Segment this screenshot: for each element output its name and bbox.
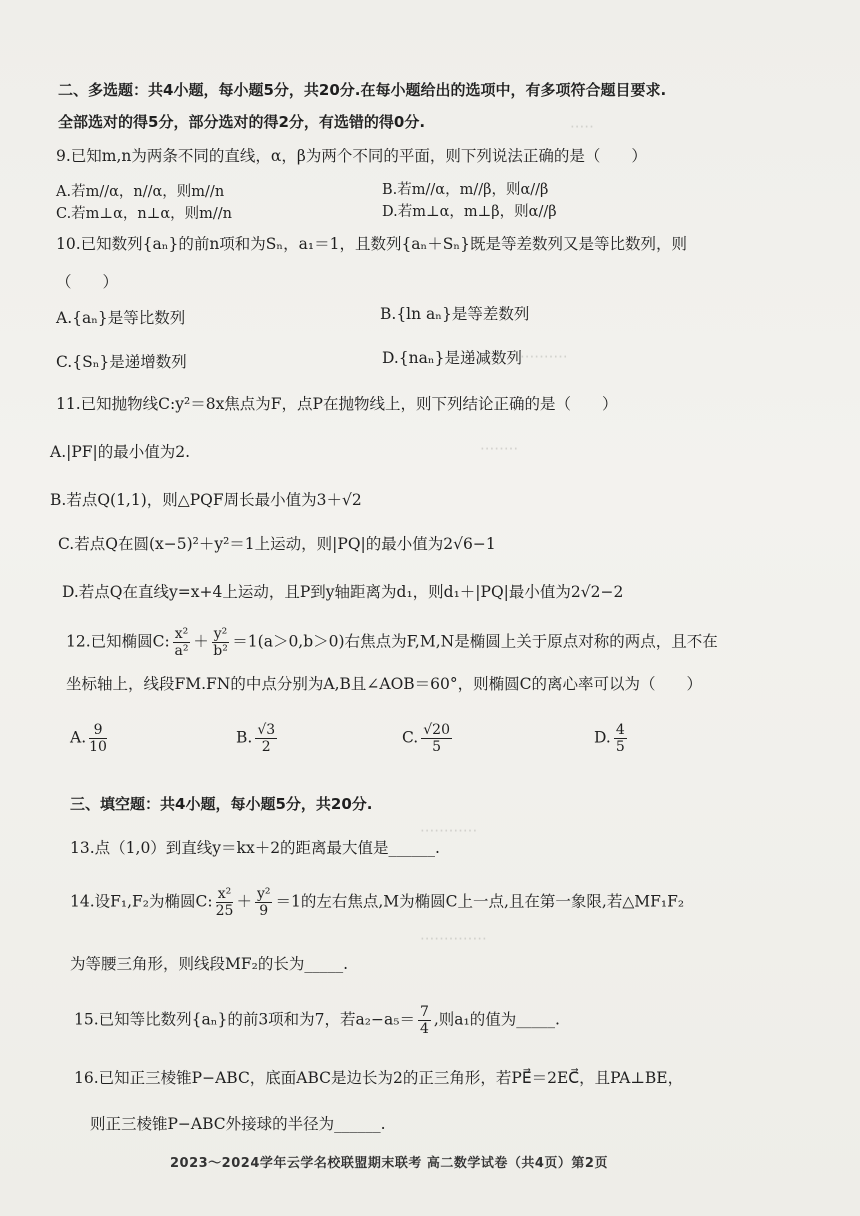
q12-option-c-num: √20 [423, 722, 450, 738]
page-footer: 2023～2024学年云学名校联盟期末联考 高二数学试卷（共4页）第2页 [170, 1156, 608, 1171]
q12-option-b-den: 2 [261, 739, 271, 755]
bleed-through-text: ············ [420, 822, 478, 840]
q12-fraction-y-den: b² [213, 643, 228, 659]
q14-stem: 14.设F₁,F₂为椭圆C: $\frac{\text{x²}}{25}$ ＋ $\frac{\text{y²}}{9}$ ＝1的左右焦点,M为椭圆C上一点,且在第一象限,若△MF₁F₂ [70, 886, 685, 919]
q12-option-b-label: B. [236, 728, 253, 747]
q12-fraction-x [173, 626, 191, 659]
q10-option-c: C.{Sₙ}是递增数列 [56, 353, 187, 371]
q12-option-b [236, 722, 280, 755]
bleed-through-text: ····· [570, 118, 594, 136]
q14-stem-post: ＝1的左右焦点,M为椭圆C上一点,且在第一象限,若△MF₁F₂ [275, 892, 685, 911]
q16-stem-line2: 则正三棱锥P−ABC外接球的半径为______. [90, 1115, 386, 1133]
q14-fraction-x-den: 25 [215, 903, 234, 919]
q11-option-a: A.|PF|的最小值为2. [50, 443, 191, 461]
q12-option-c [402, 722, 455, 755]
q13-stem: 13.点（1,0）到直线y＝kx＋2的距离最大值是______. [70, 839, 440, 857]
q12-fraction-y-num: y² [213, 626, 228, 642]
q12-stem: 12.已知椭圆C: $\frac{\text{x²}}{\text{a²}}$ ＋ $\frac{\text{y²}}{\text{b²}}$ ＝1(a＞0,b＞0)右焦点为F,M,N是椭圆上关于原点对称的两点，且不在 [66, 626, 718, 659]
q10-option-b: B.{ln aₙ}是等差数列 [380, 305, 530, 323]
q12-option-d-label: D. [594, 728, 611, 747]
section-2-heading: 二、多选题：共4小题，每小题5分，共20分.在每小题给出的选项中，有多项符合题目要求. [58, 81, 667, 99]
q12-stem-post: ＝1(a＞0,b＞0)右焦点为F,M,N是椭圆上关于原点对称的两点，且不在 [232, 632, 718, 651]
q12-fraction-y [212, 626, 230, 659]
q14-fraction-x [216, 886, 234, 919]
section-2-note: 全部选对的得5分，部分选对的得2分，有选错的得0分. [58, 113, 426, 131]
q15-stem-pre: 15.已知等比数列{aₙ}的前3项和为7，若a₂−a₅＝ [74, 1010, 415, 1029]
bleed-through-text: ·········· [520, 348, 568, 366]
bleed-through-text: ········ [480, 440, 519, 458]
q12-option-d-num: 4 [615, 722, 625, 738]
q15-stem [74, 1004, 560, 1037]
q12-stem-pre: 12.已知椭圆C: [66, 632, 170, 651]
q14-fraction-x-num: x² [216, 886, 234, 903]
q15-fraction-den: 4 [419, 1021, 429, 1037]
q12-fraction-x-den: a² [174, 643, 189, 659]
q9-option-b: B.若m//α，m//β，则α//β [382, 182, 549, 198]
q11-option-b: B.若点Q(1,1)，则△PQF周长最小值为3＋√2 [50, 491, 362, 509]
q15-fraction [418, 1004, 431, 1037]
q12-option-a-label: A. [70, 728, 87, 747]
q16-stem: 16.已知正三棱锥P−ABC，底面ABC是边长为2的正三角形，若PE⃗＝2EC⃗，且PA⊥BE， [74, 1069, 684, 1087]
q14-fraction-y-num: y² [256, 886, 271, 902]
bleed-through-text: ·············· [420, 930, 487, 948]
q14-fraction-y-den: 9 [259, 903, 269, 919]
q10-stem: 10.已知数列{aₙ}的前n项和为Sₙ，a₁＝1，且数列{aₙ＋Sₙ}既是等差数列又是等比数列，则 [56, 235, 687, 253]
q12-option-a [70, 722, 110, 755]
q14-stem-line2: 为等腰三角形，则线段MF₂的长为_____. [70, 955, 349, 973]
section-3-heading: 三、填空题：共4小题，每小题5分，共20分. [70, 795, 373, 813]
q9-option-d: D.若m⊥α，m⊥β，则α//β [382, 204, 557, 220]
q12-option-b-num: √3 [257, 722, 276, 738]
q14-stem-pre: 14.设F₁,F₂为椭圆C: [70, 892, 213, 911]
q12-option-a-num: 9 [89, 722, 107, 739]
q10-paren: （ ） [56, 273, 119, 291]
q11-option-c: C.若点Q在圆(x−5)²＋y²＝1上运动，则|PQ|的最小值为2√6−1 [58, 535, 496, 553]
q12-option-a-den: 10 [89, 739, 107, 755]
q9-option-c: C.若m⊥α，n⊥α，则m//n [56, 206, 232, 222]
q12-option-c-label: C. [402, 728, 419, 747]
q10-option-d: D.{naₙ}是递减数列 [382, 349, 522, 367]
q12-stem-line2: 坐标轴上，线段FM.FN的中点分别为A,B且∠AOB＝60°，则椭圆C的离心率可以为（ ） [66, 675, 702, 693]
q12-option-c-den: 5 [432, 739, 442, 755]
q14-fraction-y [255, 886, 273, 919]
q10-option-a: A.{aₙ}是等比数列 [56, 309, 186, 327]
q12-fraction-x-num: x² [174, 626, 189, 642]
q11-stem: 11.已知抛物线C:y²＝8x焦点为F，点P在抛物线上，则下列结论正确的是（ ） [56, 395, 618, 413]
q11-option-d: D.若点Q在直线y=x+4上运动，且P到y轴距离为d₁，则d₁＋|PQ|最小值为2√2−2 [62, 583, 624, 601]
q9-option-a: A.若m//α，n//α，则m//n [56, 184, 225, 200]
q9-stem: 9.已知m,n为两条不同的直线，α，β为两个不同的平面，则下列说法正确的是（ ） [56, 147, 647, 165]
q15-fraction-num: 7 [419, 1004, 429, 1020]
q12-option-d [594, 722, 630, 755]
q12-option-d-den: 5 [615, 739, 625, 755]
q15-stem-post: ,则a₁的值为_____. [433, 1010, 560, 1029]
